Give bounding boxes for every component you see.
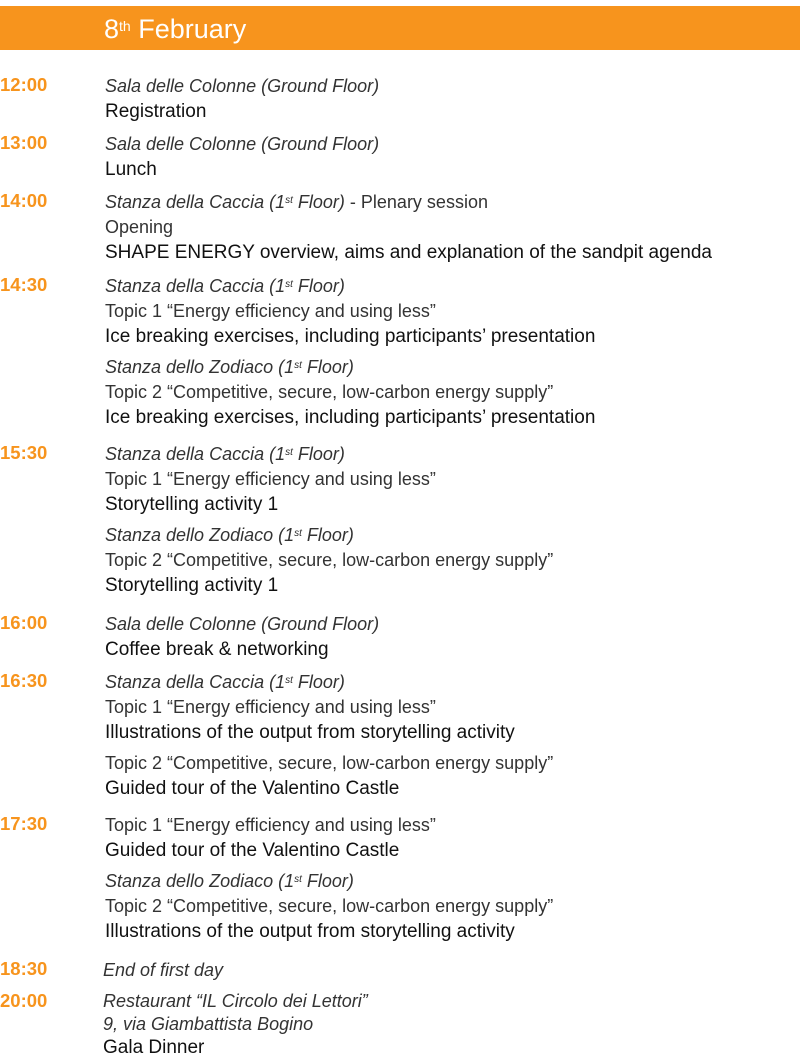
activity-text: Storytelling activity 1 xyxy=(105,494,279,515)
location-text: Sala delle Colonne (Ground Floor) xyxy=(105,76,380,96)
topic-text: Topic 2 “Competitive, secure, low-carbon energy supply” xyxy=(105,896,554,916)
time-label: 13:00 xyxy=(0,132,48,153)
session-content xyxy=(105,132,379,182)
restaurant-name: Restaurant “IL Circolo dei Lettori” xyxy=(103,991,368,1011)
session-block xyxy=(105,442,553,517)
date-header-bar xyxy=(0,6,800,50)
activity-text: Coffee break & networking xyxy=(105,639,329,660)
activity-text: Lunch xyxy=(105,159,157,180)
location-text: Stanza della Caccia (1st Floor) xyxy=(105,276,345,296)
time-label: 12:00 xyxy=(0,74,48,95)
topic-text: Topic 2 “Competitive, secure, low-carbon energy supply” xyxy=(105,382,554,402)
session-block xyxy=(105,523,553,598)
session-block xyxy=(105,813,553,863)
time-label: 14:30 xyxy=(0,274,48,295)
session-content xyxy=(105,274,595,430)
activity-text: Illustrations of the output from storytelling activity xyxy=(105,921,515,942)
session-content xyxy=(105,612,379,662)
location-text: Stanza dello Zodiaco (1st Floor) xyxy=(105,357,354,377)
session-content xyxy=(105,74,379,124)
location-text: Stanza dello Zodiaco (1st Floor) xyxy=(105,525,354,545)
activity-text: Guided tour of the Valentino Castle xyxy=(105,778,400,799)
location-text: Stanza della Caccia (1st Floor) xyxy=(105,444,345,464)
time-label: 18:30 xyxy=(0,958,48,979)
session-block xyxy=(105,274,595,349)
location-text: Sala delle Colonne (Ground Floor) xyxy=(105,134,380,154)
activity-text: Registration xyxy=(105,101,207,122)
session-type: - Plenary session xyxy=(344,192,488,212)
end-of-day-text: End of first day xyxy=(103,960,224,980)
time-label: 14:00 xyxy=(0,190,48,211)
location-text: Sala delle Colonne (Ground Floor) xyxy=(105,614,380,634)
restaurant-address: 9, via Giambattista Bogino xyxy=(103,1014,314,1034)
time-label: 16:00 xyxy=(0,612,48,633)
location-text: Stanza della Caccia (1st Floor) - Plenary session xyxy=(105,192,488,212)
time-label: 17:30 xyxy=(0,813,48,834)
day-suffix: th xyxy=(119,18,131,34)
session-content xyxy=(103,958,223,983)
time-label: 16:30 xyxy=(0,670,48,691)
topic-text: Topic 1 “Energy efficiency and using less” xyxy=(105,301,436,321)
time-label: 20:00 xyxy=(0,990,48,1011)
session-content xyxy=(105,442,553,598)
activity-text: Guided tour of the Valentino Castle xyxy=(105,840,400,861)
session-block xyxy=(105,869,553,944)
time-label: 15:30 xyxy=(0,442,48,463)
session-content xyxy=(105,190,712,265)
session-block xyxy=(105,670,553,745)
activity-text: SHAPE ENERGY overview, aims and explanation of the sandpit agenda xyxy=(105,242,712,263)
day-number: 8 xyxy=(104,14,120,44)
date-title xyxy=(104,14,246,44)
location-text: Stanza della Caccia (1st Floor) xyxy=(105,672,345,692)
session-content xyxy=(105,813,553,944)
topic-text: Topic 2 “Competitive, secure, low-carbon energy supply” xyxy=(105,550,554,570)
activity-text: Ice breaking exercises, including participants’ presentation xyxy=(105,407,596,428)
session-block xyxy=(105,355,595,430)
activity-text: Storytelling activity 1 xyxy=(105,575,279,596)
topic-text: Topic 1 “Energy efficiency and using less” xyxy=(105,469,436,489)
topic-text: Topic 1 “Energy efficiency and using less” xyxy=(105,815,436,835)
topic-text: Topic 1 “Energy efficiency and using less” xyxy=(105,697,436,717)
location-text: Stanza dello Zodiaco (1st Floor) xyxy=(105,871,354,891)
session-content xyxy=(105,670,553,801)
month-name: February xyxy=(138,14,247,44)
topic-text: Topic 2 “Competitive, secure, low-carbon energy supply” xyxy=(105,753,554,773)
activity-text: Gala Dinner xyxy=(103,1037,205,1058)
activity-text: Illustrations of the output from storytelling activity xyxy=(105,722,515,743)
opening-text: Opening xyxy=(105,217,174,237)
activity-text: Ice breaking exercises, including participants’ presentation xyxy=(105,326,596,347)
session-block xyxy=(105,751,553,801)
session-content xyxy=(103,990,368,1059)
